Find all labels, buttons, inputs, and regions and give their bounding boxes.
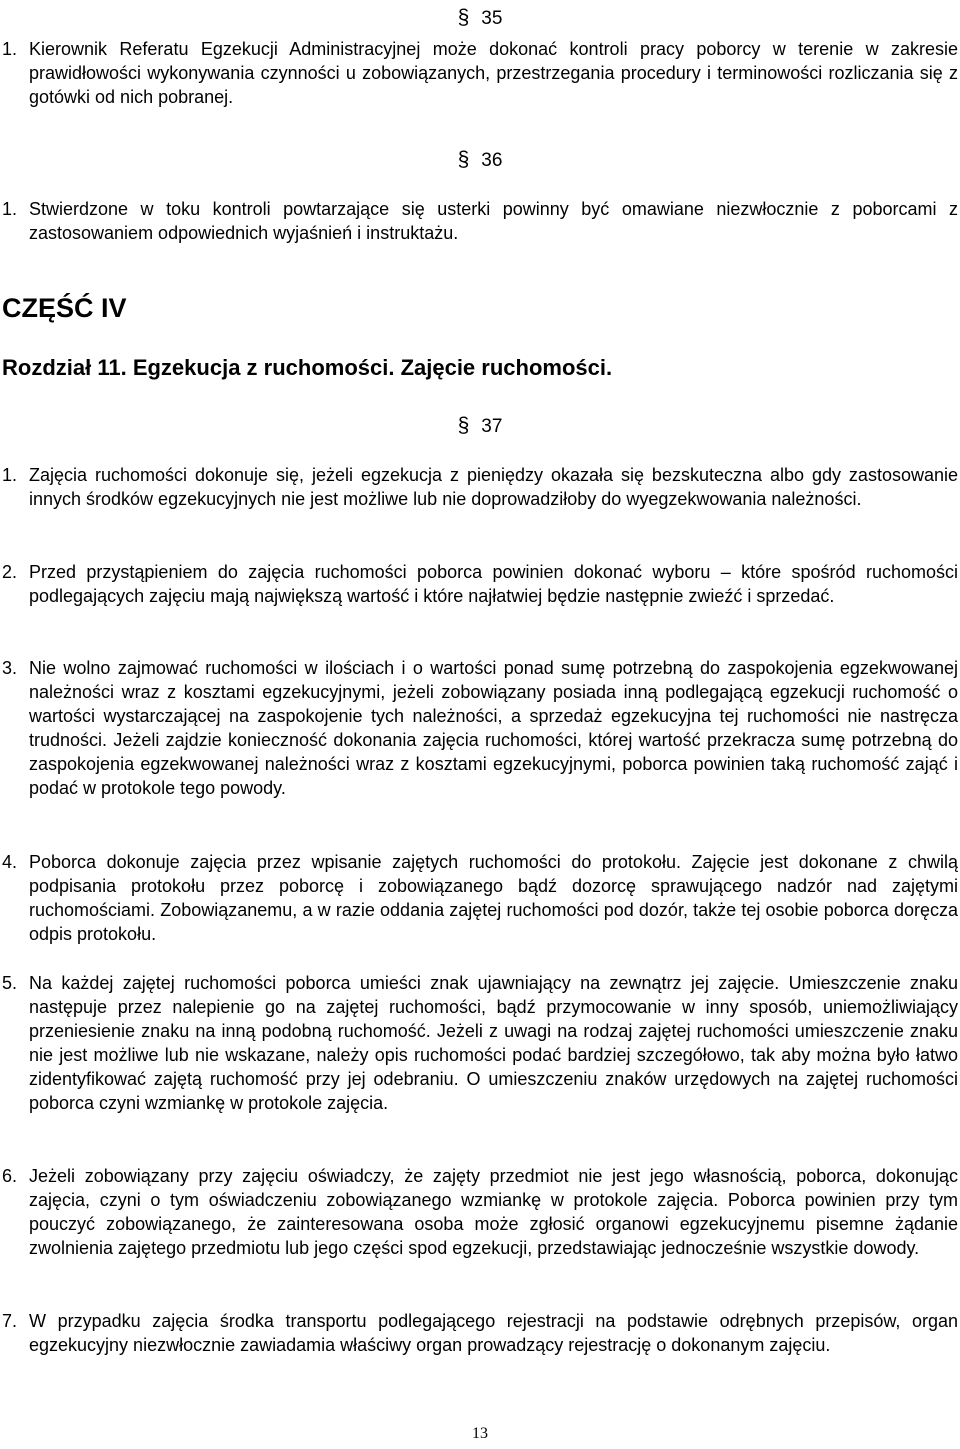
paragraph-37-2 (2, 560, 958, 608)
paragraph-37-3 (2, 656, 958, 800)
paragraph-number: 4. (2, 852, 18, 872)
paragraph-36-1 (2, 197, 958, 245)
paragraph-number: 1. (2, 39, 18, 59)
section-number: 36 (481, 150, 503, 171)
section-symbol: § (457, 6, 470, 29)
paragraph-number: 1. (2, 465, 18, 485)
part-heading: CZĘŚĆ IV (2, 293, 127, 323)
paragraph-text: Na każdej zajętej ruchomości poborca umieści znak ujawniający na zewnątrz jej zajęcie. Umieszczenie znaku następuje przez nalepienie go na zajętej ruchomości, bądź przymocowanie w inny sposób, uniemożliwiający przeniesienie znaku na inną podobną ruchomość. Jeżeli z uwagi na rodzaj zajętej ruchomości umieszczenie znaku nie jest możliwe lub nie wskazane, należy opis ruchomości podać bardziej szczegółowo, tak aby można było łatwo zidentyfikować zajętą ruchomość przy jej odebraniu. O umieszczeniu znaków urzędowych na zajętej ruchomości poborca czyni wzmiankę w protokole zajęcia. (29, 973, 958, 1113)
paragraph-37-4 (2, 850, 958, 946)
section-symbol: § (457, 414, 470, 437)
paragraph-text: Nie wolno zajmować ruchomości w ilościach i o wartości ponad sumę potrzebną do zaspokojenia egzekwowanej należności wraz z kosztami egzekucyjnymi, jeżeli zobowiązany posiada inną podlegającą egzekucji ruchomość o wartości wystarczającej na zaspokojenie tych należności, a sprzedaż egzekucyjna tej ruchomości nie nastręcza trudności. Jeżeli zajdzie konieczność dokonania zajęcia ruchomości, której wartość przekracza sumę potrzebną do zaspokojenia egzekwowanej należności wraz z kosztami egzekucyjnymi, poborca powinien taką ruchomość zająć i podać w protokole tego powody. (29, 658, 958, 798)
section-heading-37 (0, 414, 960, 439)
paragraph-text: Stwierdzone w toku kontroli powtarzające się usterki powinny być omawiane niezwłocznie z poborcami z zastosowaniem odpowiednich wyjaśnień i instruktażu. (29, 199, 958, 243)
paragraph-number: 2. (2, 562, 18, 582)
section-heading-35 (0, 6, 960, 31)
section-heading-36 (0, 148, 960, 173)
paragraph-35-1 (2, 37, 958, 109)
paragraph-number: 5. (2, 973, 18, 993)
paragraph-37-7 (2, 1309, 958, 1357)
paragraph-text: Jeżeli zobowiązany przy zajęciu oświadczy, że zajęty przedmiot nie jest jego własnością, poborca, dokonując zajęcia, czyni o tym oświadczeniu zobowiązanego wzmiankę w protokole zajęcia. Poborca powinien przy tym pouczyć zobowiązanego, że zainteresowana osoba może zgłosić organowi egzekucyjnemu pisemne żądanie zwolnienia zajętego przedmiotu lub jego części spod egzekucji, przedstawiając jednocześnie wszystkie dowody. (29, 1166, 958, 1258)
paragraph-37-6 (2, 1164, 958, 1260)
paragraph-number: 6. (2, 1166, 18, 1186)
paragraph-37-5 (2, 971, 958, 1115)
paragraph-text: Zajęcia ruchomości dokonuje się, jeżeli egzekucja z pieniędzy okazała się bezskuteczna albo gdy zastosowanie innych środków egzekucyjnych nie jest możliwe lub nie doprowadziłoby do wyegzekwowania należności. (29, 465, 958, 509)
section-number: 37 (481, 416, 503, 437)
paragraph-text: Kierownik Referatu Egzekucji Administracyjnej może dokonać kontroli pracy poborcy w terenie w zakresie prawidłowości wykonywania czynności u zobowiązanych, przestrzegania procedury i terminowości rozliczania się z gotówki od nich pobranej. (29, 39, 958, 107)
section-number: 35 (481, 8, 503, 29)
paragraph-text: Przed przystąpieniem do zajęcia ruchomości poborca powinien dokonać wyboru – które spośród ruchomości podlegających zajęciu mają największą wartość i które najłatwiej będzie następnie zwieźć i sprzedać. (29, 562, 958, 606)
paragraph-number: 3. (2, 658, 18, 678)
paragraph-number: 7. (2, 1311, 18, 1331)
paragraph-text: W przypadku zajęcia środka transportu podlegającego rejestracji na podstawie odrębnych przepisów, organ egzekucyjny niezwłocznie zawiadamia właściwy organ prowadzący rejestrację o dokonanym zajęciu. (29, 1311, 958, 1355)
paragraph-37-1 (2, 463, 958, 511)
paragraph-text: Poborca dokonuje zajęcia przez wpisanie zajętych ruchomości do protokołu. Zajęcie jest dokonane z chwilą podpisania protokołu przez poborcę i zobowiązanego bądź dozorcę sprawującego nadzór nad zajętymi ruchomościami. Zobowiązanemu, a w razie oddania zajętej ruchomości pod dozór, także tej osobie poborca doręcza odpis protokołu. (29, 852, 958, 944)
chapter-heading: Rozdział 11. Egzekucja z ruchomości. Zajęcie ruchomości. (2, 355, 613, 380)
paragraph-number: 1. (2, 199, 18, 219)
section-symbol: § (457, 148, 470, 171)
page-number: 13 (472, 1425, 488, 1442)
